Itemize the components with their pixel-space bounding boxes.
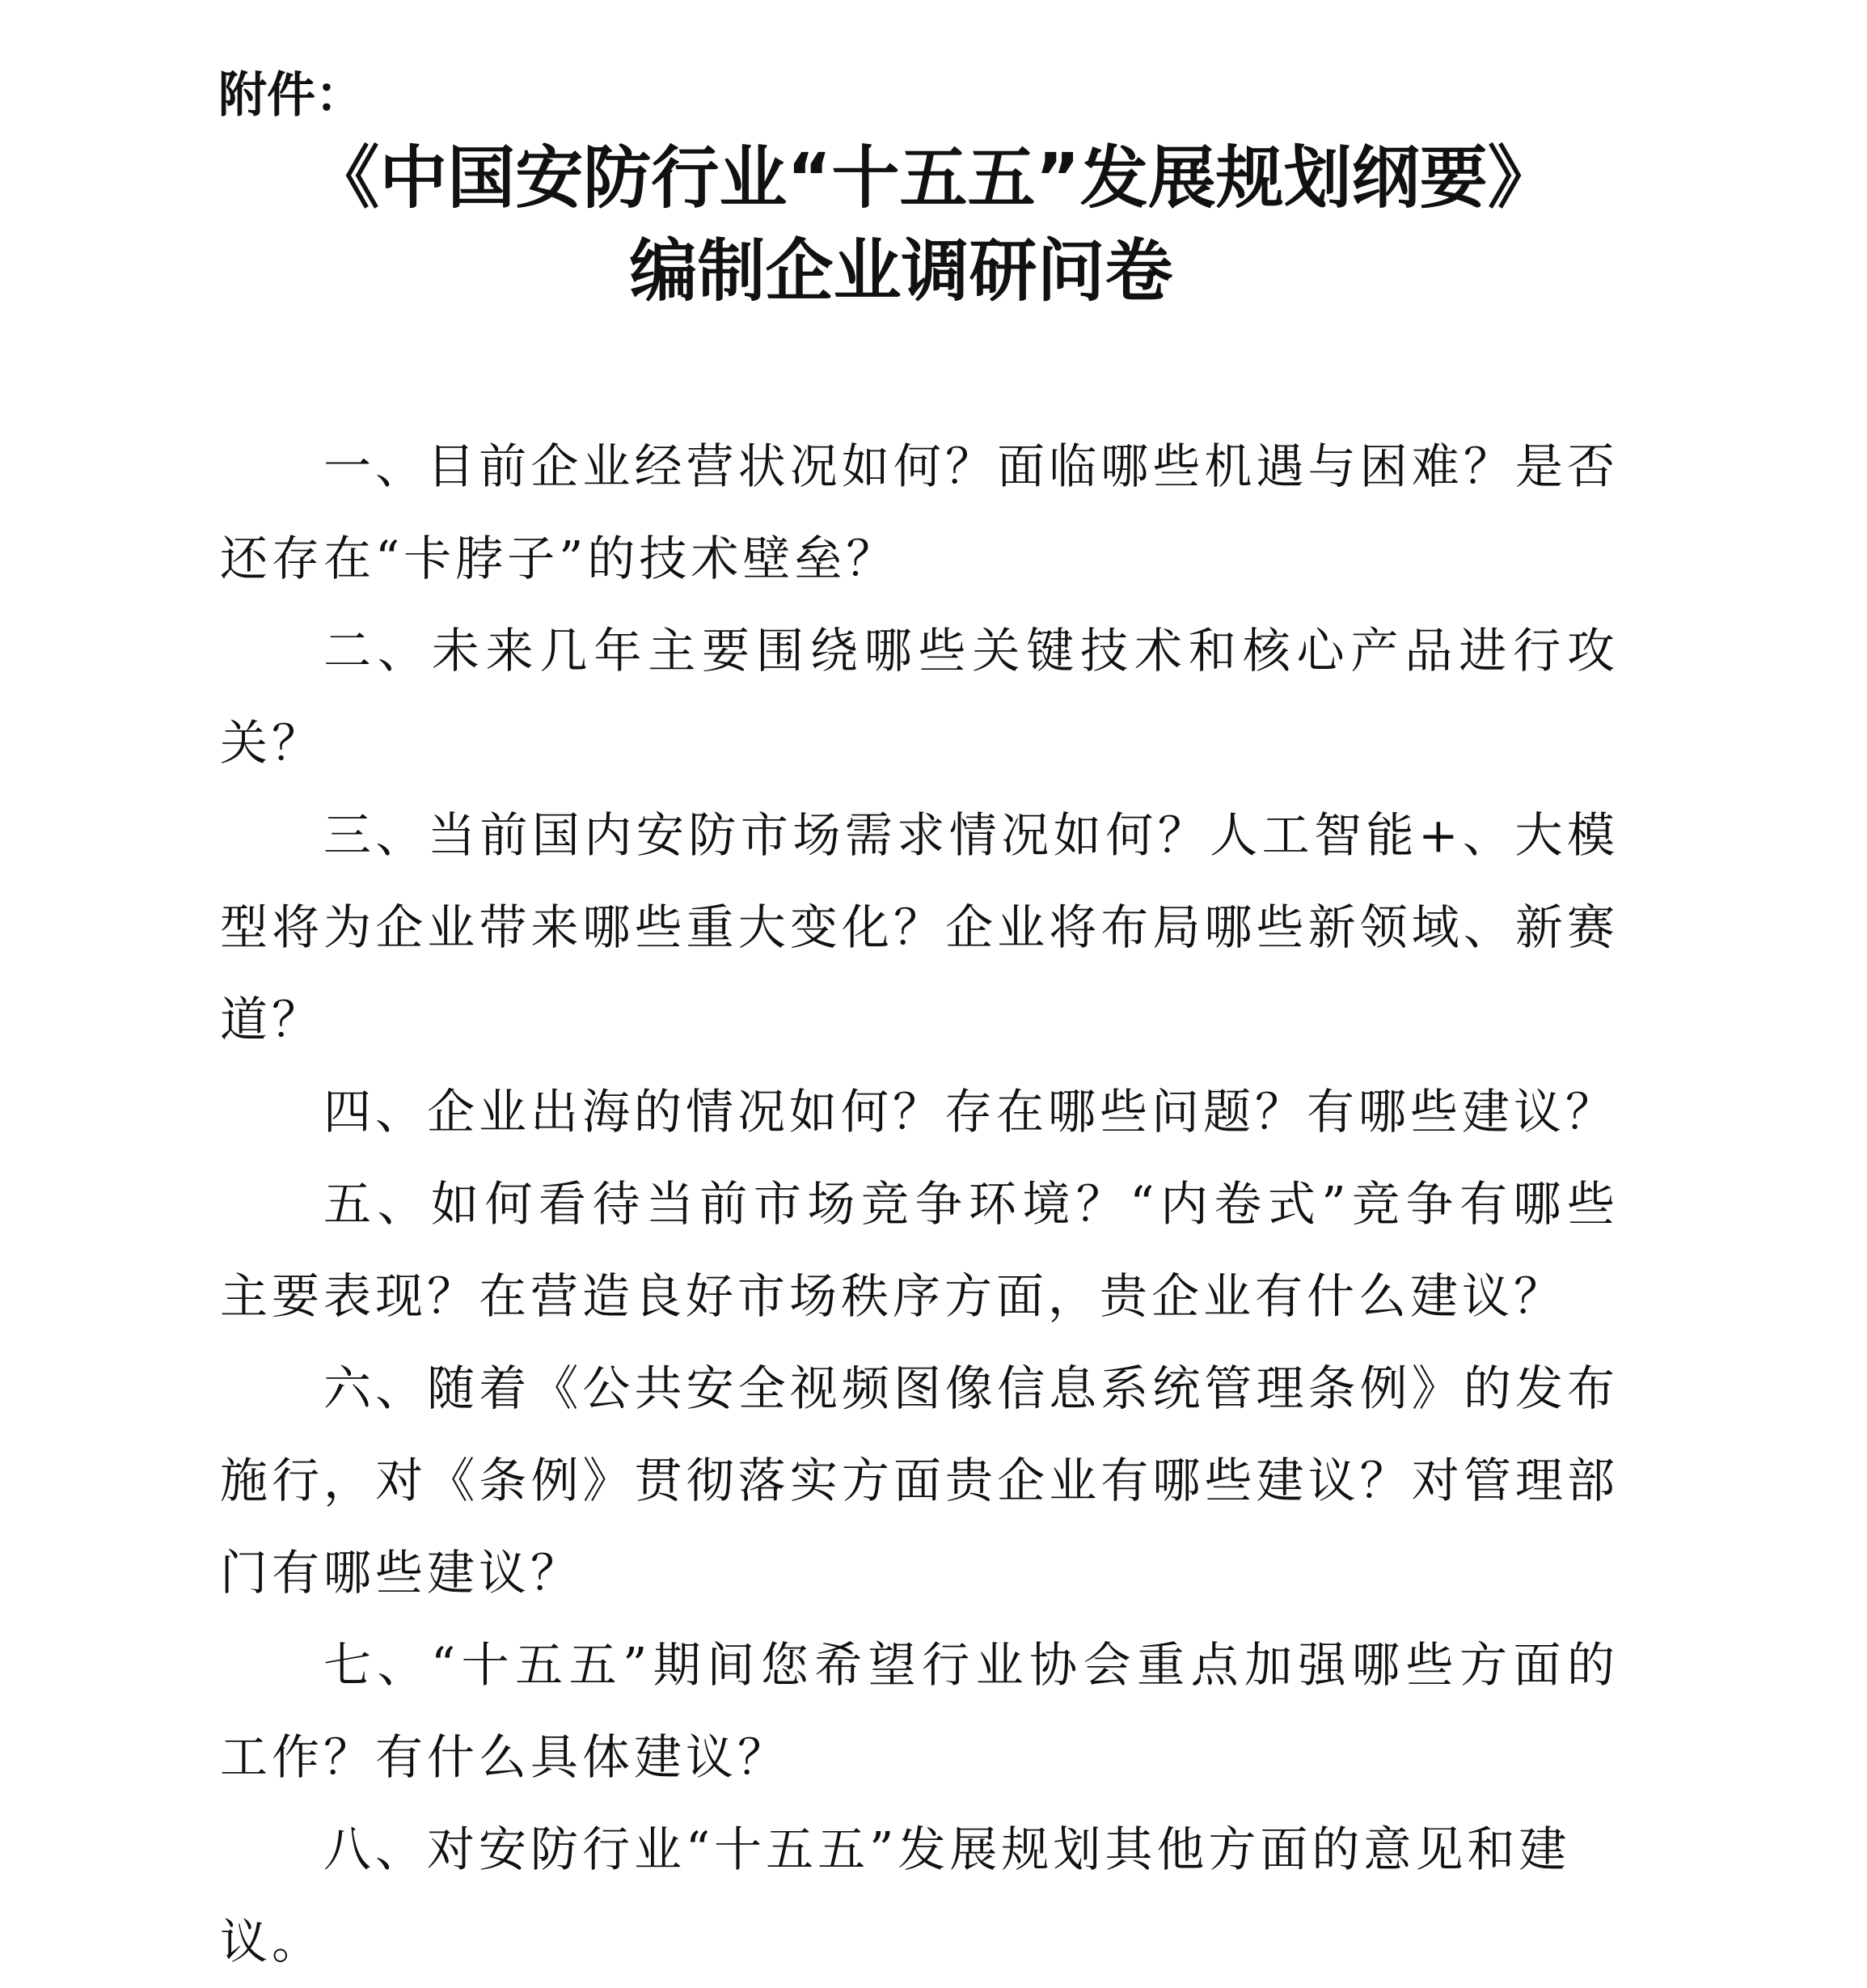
document-title-line-2: 编制企业调研问卷 bbox=[629, 231, 1173, 311]
question-8: 八、对安防行业“十五五”发展规划其他方面的意见和建议。 bbox=[220, 1821, 1571, 1969]
question-6: 六、随着《公共安全视频图像信息系统管理条例》的发布施行，对《条例》贯彻落实方面贵企业有哪些建议？对管理部门有哪些建议？ bbox=[220, 1360, 1619, 1601]
question-3: 三、当前国内安防市场需求情况如何？人工智能+、大模型将为企业带来哪些重大变化？企业将布局哪些新领域、新赛道？ bbox=[220, 807, 1619, 1047]
question-7: 七、“十五五”期间您希望行业协会重点加强哪些方面的工作？有什么具体建议？ bbox=[220, 1637, 1619, 1785]
question-2: 二、未来几年主要围绕哪些关键技术和核心产品进行攻关？ bbox=[220, 623, 1619, 771]
question-list bbox=[220, 421, 1619, 1988]
attachment-label: 附件： bbox=[218, 67, 364, 124]
question-1: 一、目前企业经营状况如何？面临哪些机遇与困难？是否还存在“卡脖子”的技术壁垒？ bbox=[220, 438, 1619, 586]
question-5: 五、如何看待当前市场竞争环境？“内卷式”竞争有哪些主要表现？在营造良好市场秩序方面，贵企业有什么建议？ bbox=[220, 1176, 1619, 1324]
question-4: 四、企业出海的情况如何？存在哪些问题？有哪些建议？ bbox=[323, 1084, 1618, 1140]
document-title-line-1: 《中国安防行业“十五五”发展规划纲要》 bbox=[311, 138, 1556, 218]
